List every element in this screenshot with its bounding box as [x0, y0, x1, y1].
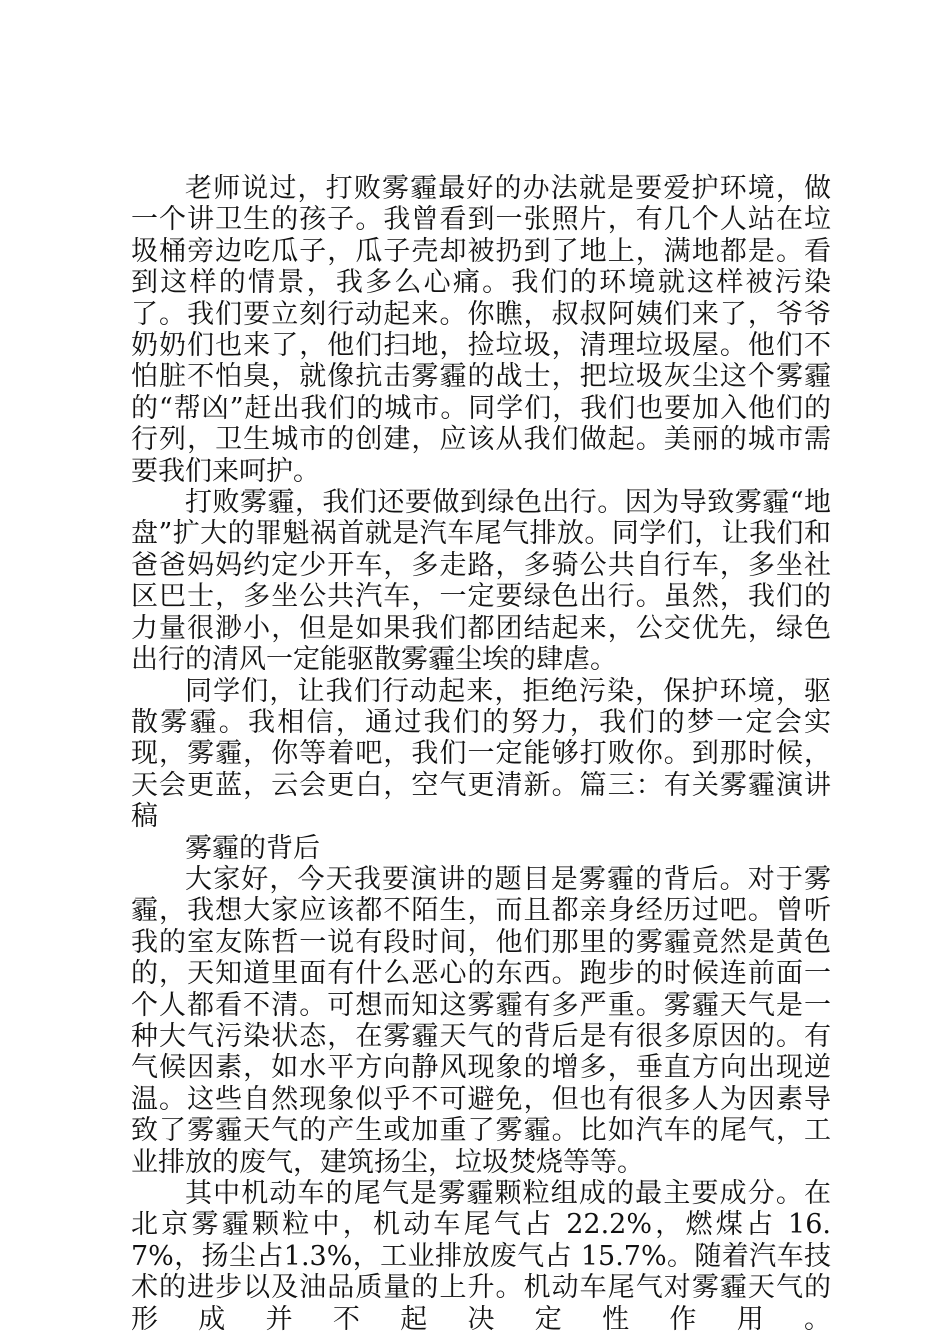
section-heading: 雾霾的背后: [185, 832, 320, 864]
paragraph-environment: 老师说过，打败雾霾最好的办法就是要爱护环境，做一个讲卫生的孩子。我曾看到一张照片，有几个人站在垃圾桶旁边吃瓜子，瓜子壳却被扔到了地上，满地都是。看到这样的情景，我多么心痛。我们的环境就这样被污染了。我们要立刻行动起来。你瞧，叔叔阿姨们来了，爷爷奶奶们也来了，他们扫地，捡垃圾，清理垃圾屋。他们不怕脏不怕臭，就像抗击雾霾的战士，把垃圾灰尘这个雾霾的“帮凶”赶出我们的城市。同学们，我们也要加入他们的行列，卫生城市的创建，应该从我们做起。美丽的城市需要我们来呵护。: [131, 173, 831, 487]
document-body: [131, 173, 831, 1335]
paragraph-speech-intro: 大家好，今天我要演讲的题目是雾霾的背后。对于雾霾，我想大家应该都不陌生，而且都亲身经历过吧。曾听我的室友陈哲一说有段时间，他们那里的雾霾竟然是黄色的，天知道里面有什么恶心的东西。跑步的时候连前面一个人都看不清。可想而知这雾霾有多严重。雾霾天气是一种大气污染状态，在雾霾天气的背后是有很多原因的。有气候因素，如水平方向静风现象的增多，垂直方向出现逆温。这些自然现象似乎不可避免，但也有很多人为因素导致了雾霾天气的产生或加重了雾霾。比如汽车的尾气，工业排放的废气，建筑扬尘，垃圾焚烧等等。: [131, 863, 831, 1178]
paragraph-vehicle-exhaust: 其中机动车的尾气是雾霾颗粒组成的最主要成分。在北京雾霾颗粒中，机动车尾气占 22.2%，燃煤占 16.7%，扬尘占1.3%，工业排放废气占 15.7%。随着汽车技术的进步以及油品质量的上升。机动车尾气对雾霾天气的形成并不起决定性作用。: [131, 1178, 831, 1335]
paragraph-call-to-action: 同学们，让我们行动起来，拒绝污染，保护环境，驱散雾霾。我相信，通过我们的努力，我们的梦一定会实现，雾霾，你等着吧，我们一定能够打败你。到那时候，天会更蓝，云会更白，空气更清新。篇三：有关雾霾演讲稿: [131, 675, 831, 833]
paragraph-green-travel: 打败雾霾，我们还要做到绿色出行。因为导致雾霾“地盘”扩大的罪魁祸首就是汽车尾气排放。同学们，让我们和爸爸妈妈约定少开车，多走路，多骑公共自行车，多坐社区巴士，多坐公共汽车，一定要绿色出行。虽然，我们的力量很渺小，但是如果我们都团结起来，公交优先，绿色出行的清风一定能驱散雾霾尘埃的肆虐。: [131, 487, 831, 676]
